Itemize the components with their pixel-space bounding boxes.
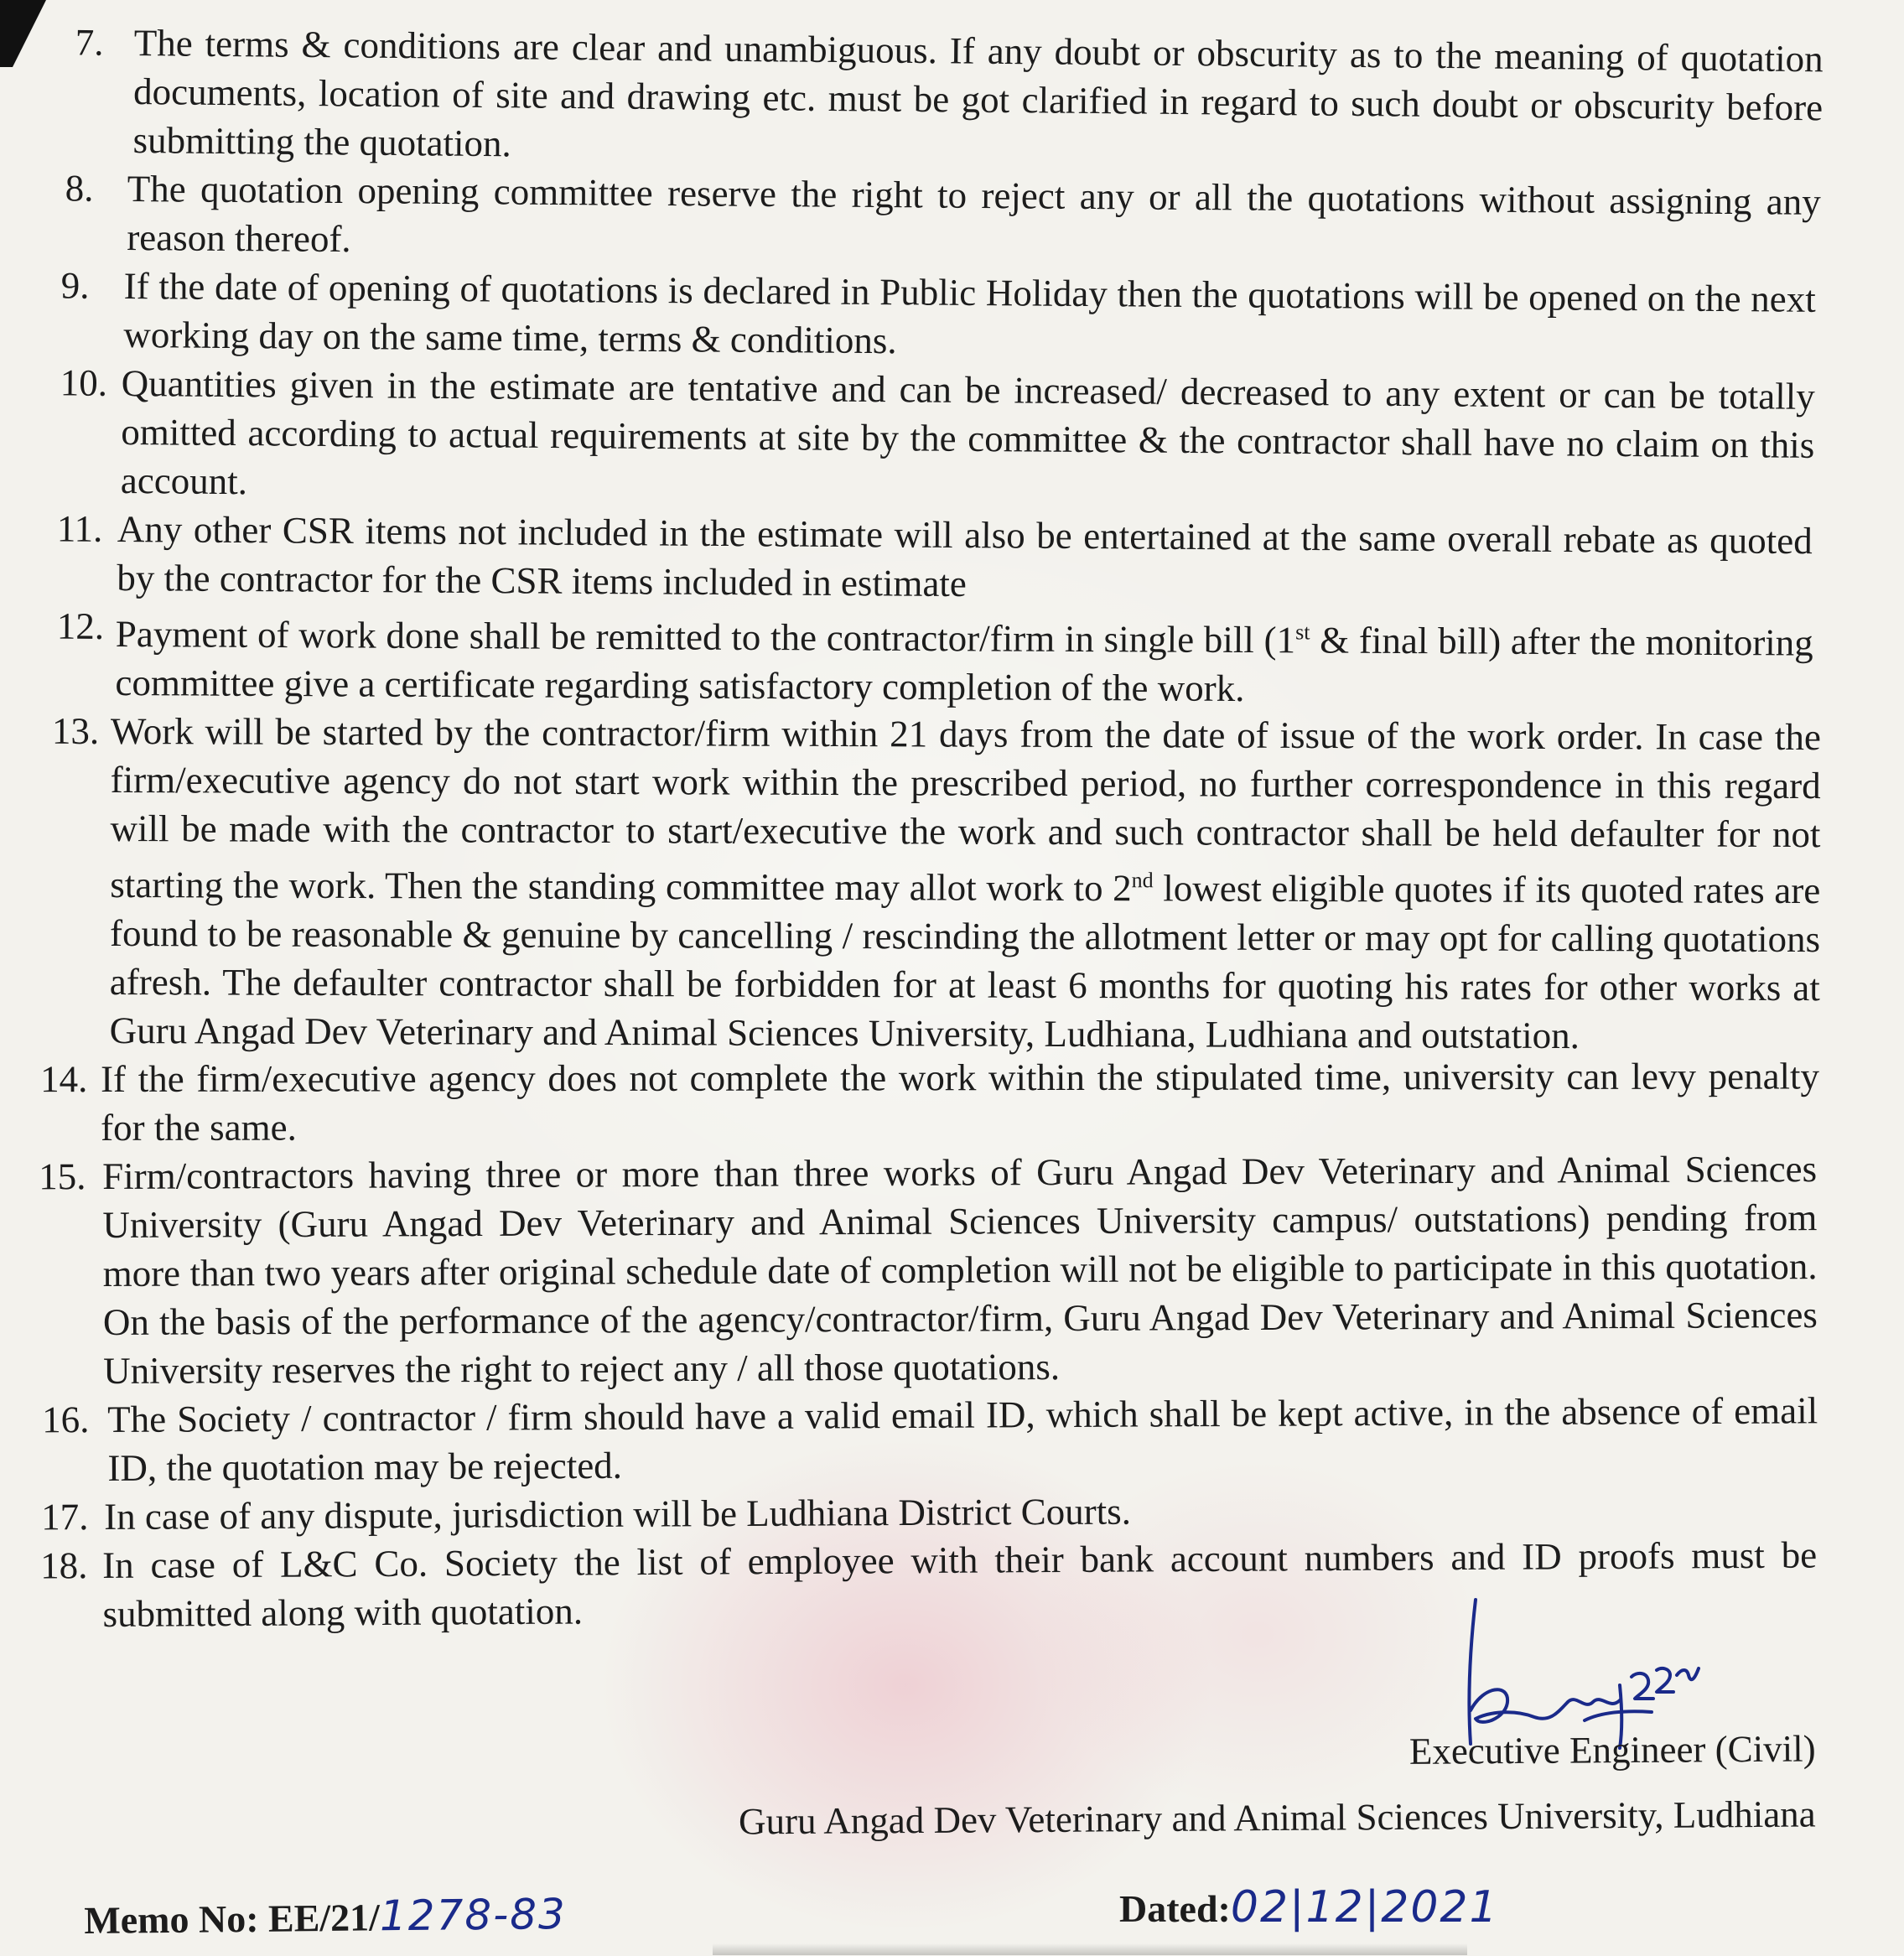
dated-field [1119,1882,1499,1933]
term-text-part: lowest eligible quotes if its quoted rates are found to be reasonable & genuine by cancelling / rescinding the allotment letter or may opt for calling quotations afresh. The defaulter contractor shall be forbidden for at least 6 months for quoting his rates for other works at Guru Angad Dev Veterinary and Animal Sciences University, Ludhiana, Ludhiana and outstation. [109,867,1821,1057]
term-text: The terms & conditions are clear and unambiguous. If any doubt or obscurity as to the meaning of quotation documents, location of site and drawing etc. must be got clarified in regard to such doubt or obscurity before submitting the quotation. [132,21,1824,165]
term-item-8 [65,164,1821,275]
term-text: In case of L&C Co. Society the list of employee with their bank account numbers and ID proofs must be submitted along with quotation. [102,1533,1818,1635]
term-number: 11. [56,507,103,550]
term-item-11 [56,505,1813,614]
term-text [110,707,1821,1061]
term-number: 15. [39,1155,86,1198]
signatory-organization: Guru Angad Dev Veterinary and Animal Sciences University, Ludhiana [739,1793,1817,1843]
term-text: If the date of opening of quotations is declared in Public Holiday then the quotations will be opened on the next working day on the same time, terms & conditions. [123,264,1816,362]
term-text-part: & final bill) after the monitoring committee give a certificate regarding satisfactory completion of the work. [115,619,1813,710]
term-text [115,602,1813,716]
term-item-13 [51,707,1821,1061]
memo-number [84,1890,567,1943]
term-item-10 [60,359,1815,518]
term-number: 7. [75,21,104,64]
term-number: 8. [65,167,94,210]
memo-handwritten-number: 1278-83 [379,1889,568,1941]
term-number: 13. [51,709,100,752]
signatory-title: Executive Engineer (Civil) [1409,1727,1817,1772]
term-text: Firm/contractors having three or more than three works of Guru Angad Dev Veterinary and Animal Sciences University (Guru Angad Dev Veterinary and Animal Sciences University campus/ outstations) pending from more than two years after original schedule date of completion will not be eligible to participate in this quotation. On the basis of the performance of the agency/contractor/firm, Guru Angad Dev Veterinary and Animal Sciences University reserves the right to reject any / all those quotations. [102,1148,1818,1392]
term-item-16 [42,1386,1818,1492]
term-text: If the firm/executive agency does not complete the work within the stipulated time, university can levy penalty for the same. [101,1055,1820,1149]
cut-off-next-line [713,1943,1467,1955]
term-item-9 [60,262,1816,372]
terms-list [0,18,1904,1638]
term-number: 14. [40,1058,88,1101]
ordinal-superscript: st [1295,620,1310,645]
term-number: 9. [60,264,90,307]
term-item-12 [56,602,1813,716]
term-text: In case of any dispute, jurisdiction will be Ludhiana District Courts. [104,1490,1132,1538]
term-text: Any other CSR items not included in the estimate will also be entertained at the same overall rebate as quoted by the contractor for the CSR items included in estimate [117,507,1813,605]
ordinal-superscript: nd [1131,868,1154,893]
term-number: 10. [60,361,108,404]
term-number: 18. [40,1544,88,1587]
term-item-14 [40,1051,1820,1152]
term-number: 12. [56,604,105,647]
term-item-7 [75,18,1824,180]
term-text-part: Work will be started by the contractor/firm within 21 days from the date of issue of the work order. In case the firm/executive agency do not start work within the prescribed period, no further correspondence in this regard will be made with the contractor to start/executive the work and such contractor shall be held defaulter for not starting the work. Then the standing committee may allot work to 2 [110,710,1821,910]
dated-handwritten-date: 02|12|2021 [1230,1882,1499,1933]
term-item-15 [39,1144,1818,1395]
term-text: The quotation opening committee reserve the right to reject any or all the quotations without assigning any reason thereof. [127,167,1821,261]
term-text-part: Payment of work done shall be remitted to the contractor/firm in single bill (1 [115,612,1296,662]
term-text: The Society / contractor / firm should have a valid email ID, which shall be kept active, in the absence of email ID, the quotation may be rejected. [107,1389,1818,1489]
memo-label: Memo No: EE/21/ [84,1896,381,1942]
term-number: 16. [42,1398,90,1441]
signatory-block [739,1727,1816,1843]
term-number: 17. [41,1496,89,1538]
term-text: Quantities given in the estimate are tentative and can be increased/ decreased to any extent or can be totally omitted according to actual requirements at site by the committee & the contractor shall have no claim on this account. [120,361,1815,503]
dated-label: Dated: [1119,1887,1231,1930]
